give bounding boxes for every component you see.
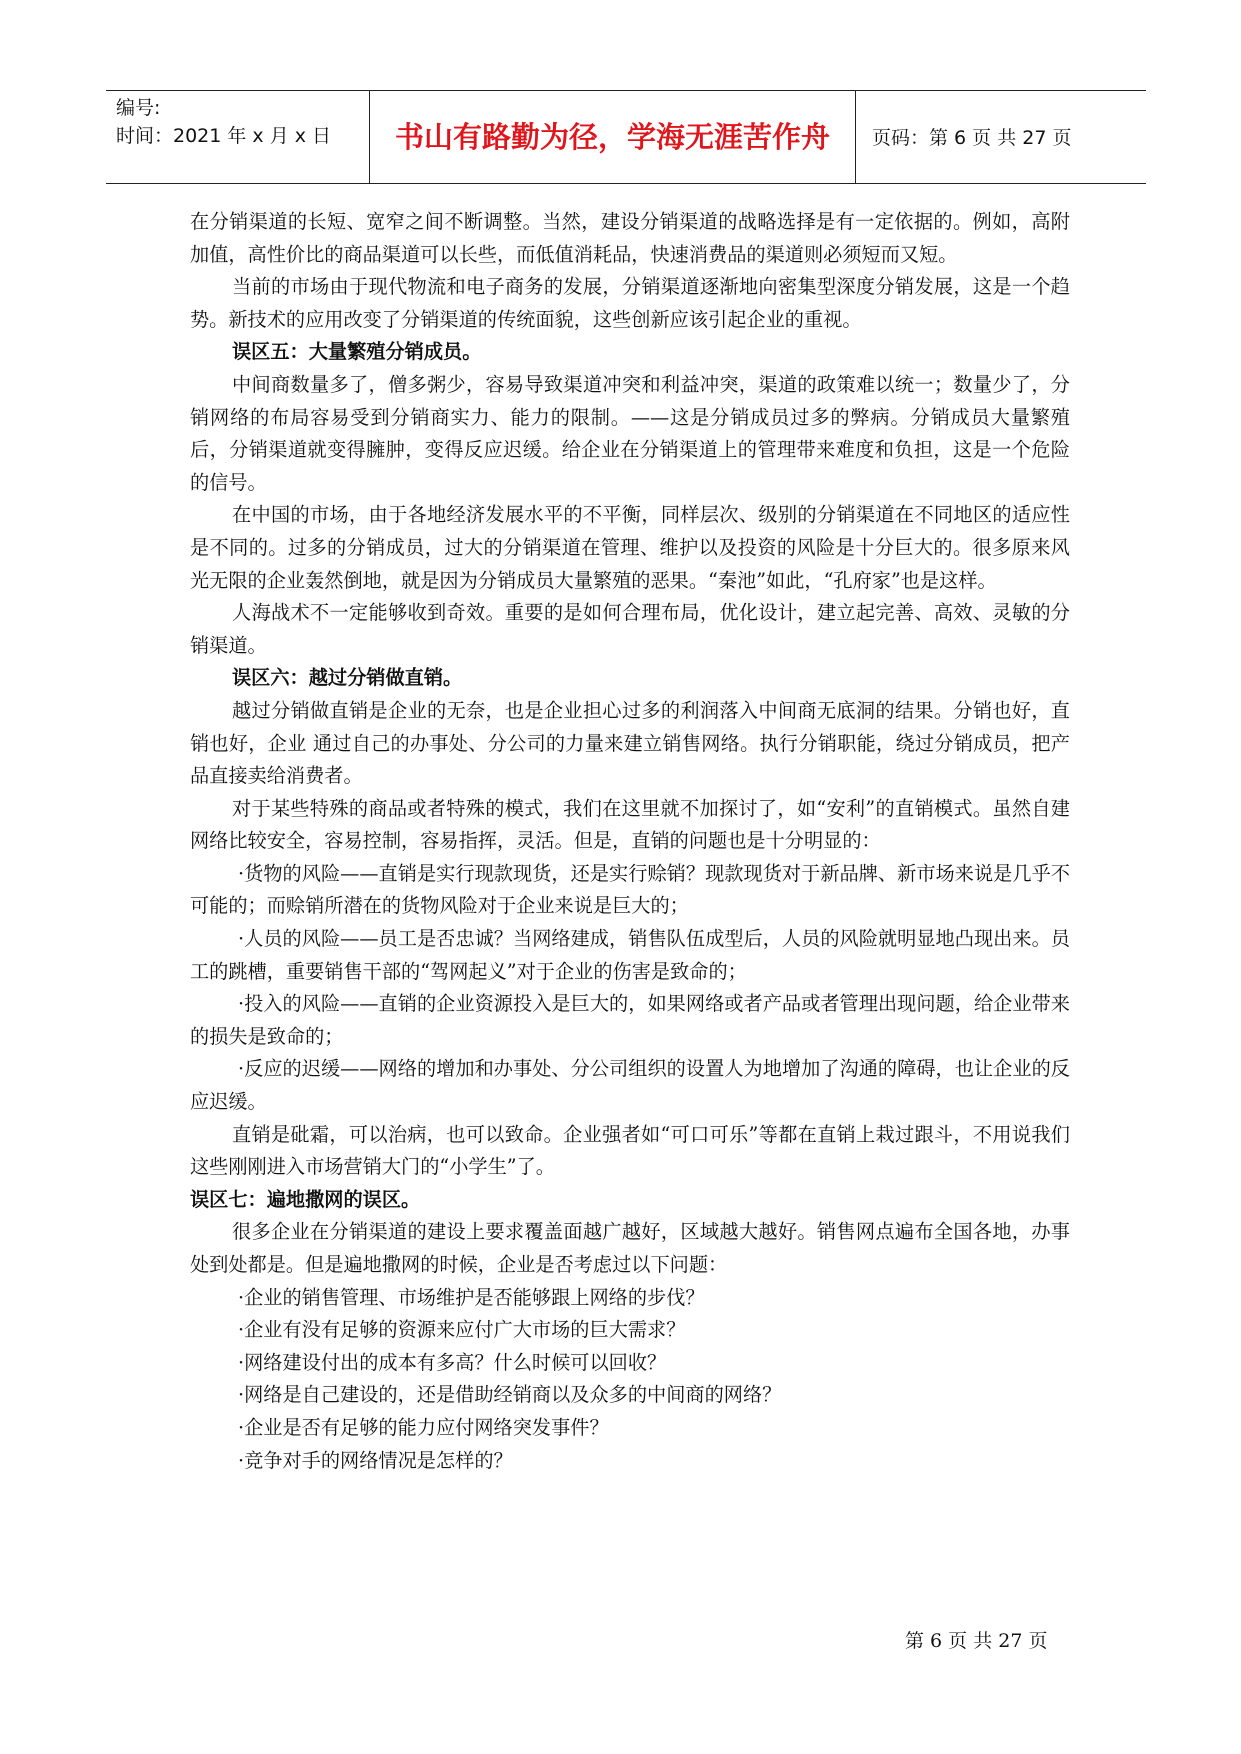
page-header: [106, 90, 1146, 184]
number-label: 编号:: [116, 97, 161, 119]
paragraph: 越过分销做直销是企业的无奈，也是企业担心过多的利润落入中间商无底洞的结果。分销也好，直销也好，企业 通过自己的办事处、分公司的力量来建立销售网络。执行分销职能，绕过分销成员，把产品直接卖给消费者。: [190, 698, 1070, 788]
bullet-item: ·投入的风险——直销的企业资源投入是巨大的，如果网络或者产品或者管理出现问题，给企业带来的损失是致命的；: [190, 992, 1070, 1048]
section-heading: 误区六：越过分销做直销。: [232, 666, 463, 690]
header-motto-cell: [370, 91, 856, 183]
section-heading: 误区五：大量繁殖分销成员。: [232, 340, 482, 364]
bullet-item: ·竞争对手的网络情况是怎样的？: [238, 1448, 513, 1472]
paragraph: 在分销渠道的长短、宽窄之间不断调整。当然，建设分销渠道的战略选择是有一定依据的。例如，高附加值，高性价比的商品渠道可以长些，而低值消耗品，快速消费品的渠道则必须短而又短。: [190, 210, 1070, 266]
bullet-item: ·企业的销售管理、市场维护是否能够跟上网络的步伐？: [238, 1285, 705, 1309]
bullet-item: ·人员的风险——员工是否忠诚？当网络建成，销售队伍成型后，人员的风险就明显地凸现出来。员工的跳槽，重要销售干部的“驾网起义”对于企业的伤害是致命的；: [190, 927, 1070, 983]
bullet-item: ·网络建设付出的成本有多高？什么时候可以回收？: [238, 1350, 667, 1374]
paragraph: 当前的市场由于现代物流和电子商务的发展，分销渠道逐渐地向密集型深度分销发展，这是一个趋势。新技术的应用改变了分销渠道的传统面貌，这些创新应该引起企业的重视。: [190, 275, 1070, 331]
bullet-item: ·企业有没有足够的资源来应付广大市场的巨大需求？: [238, 1318, 686, 1342]
paragraph: 对于某些特殊的商品或者特殊的模式，我们在这里就不加探讨了，如“安利”的直销模式。虽然自建网络比较安全，容易控制，容易指挥，灵活。但是，直销的问题也是十分明显的：: [190, 796, 1070, 853]
paragraph: 直销是砒霜，可以治病，也可以致命。企业强者如“可口可乐”等都在直销上栽过跟斗，不用说我们这些刚刚进入市场营销大门的“小学生”了。: [190, 1122, 1070, 1179]
page-number-label: 页码：第 6 页 共 27 页: [872, 127, 1072, 149]
paragraph: 人海战术不一定能够收到奇效。重要的是如何合理布局，优化设计，建立起完善、高效、灵敏的分销渠道。: [190, 601, 1070, 657]
document-body: [190, 206, 1070, 1477]
paragraph: 在中国的市场，由于各地经济发展水平的不平衡，同样层次、级别的分销渠道在不同地区的适应性是不同的。过多的分销成员，过大的分销渠道在管理、维护以及投资的风险是十分巨大的。很多原来风光无限的企业轰然倒地，就是因为分销成员大量繁殖的恶果。“秦池”如此，“孔府家”也是这样。: [190, 503, 1070, 592]
paragraph: 很多企业在分销渠道的建设上要求覆盖面越广越好，区域越大越好。销售网点遍布全国各地，办事处到处都是。但是遍地撒网的时候，企业是否考虑过以下问题：: [190, 1220, 1070, 1276]
time-label: 时间：2021 年 x 月 x 日: [116, 125, 332, 147]
bullet-item: ·企业是否有足够的能力应付网络突发事件？: [238, 1415, 609, 1439]
page-footer: 第 6 页 共 27 页: [905, 1630, 1048, 1652]
header-page-cell: [856, 91, 1146, 183]
bullet-item: ·反应的迟缓——网络的增加和办事处、分公司组织的设置人为地增加了沟通的障碍，也让企业的反应迟缓。: [190, 1057, 1070, 1114]
bullet-item: ·货物的风险——直销是实行现款现货，还是实行赊销？现款现货对于新品牌、新市场来说是几乎不可能的；而赊销所潜在的货物风险对于企业来说是巨大的；: [190, 861, 1070, 918]
section-heading: 误区七：遍地撒网的误区。: [190, 1187, 421, 1211]
motto-text: 书山有路勤为径，学海无涯苦作舟: [394, 120, 830, 154]
bullet-item: ·网络是自己建设的，还是借助经销商以及众多的中间商的网络？: [238, 1383, 782, 1407]
paragraph: 中间商数量多了，僧多粥少，容易导致渠道冲突和利益冲突，渠道的政策难以统一；数量少了，分销网络的布局容易受到分销商实力、能力的限制。——这是分销成员过多的弊病。分销成员大量繁殖后，分销渠道就变得臃肿，变得反应迟缓。给企业在分销渠道上的管理带来难度和负担，这是一个危险的信号。: [190, 372, 1070, 494]
header-meta-cell: [106, 91, 370, 183]
